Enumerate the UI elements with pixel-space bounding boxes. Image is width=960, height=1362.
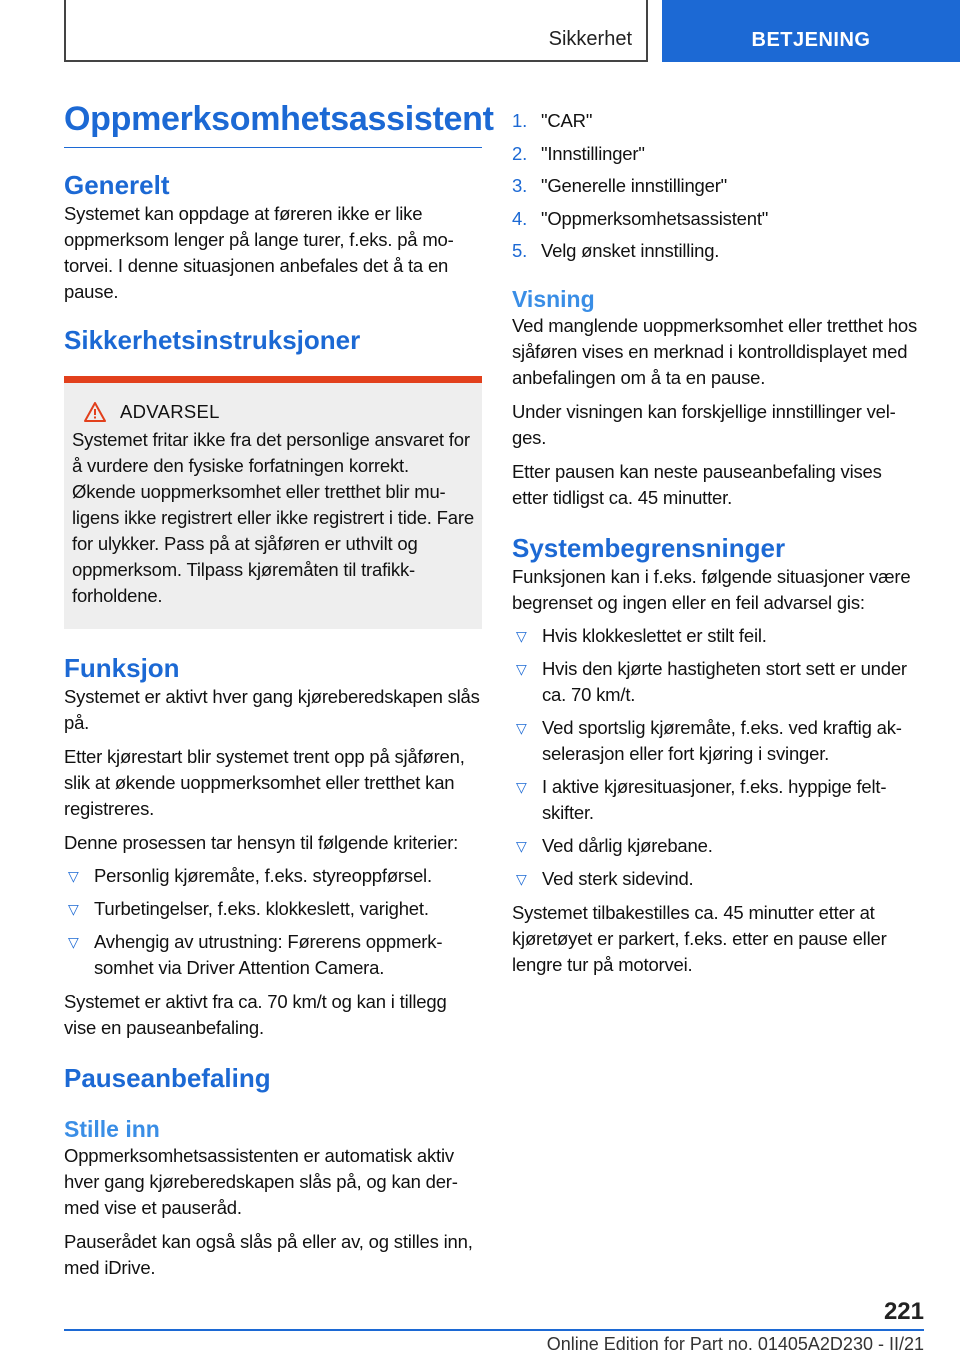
warning-box <box>64 376 482 629</box>
triangle-bullet-icon: ▽ <box>516 838 527 854</box>
heading-limits: Systembegrensninger <box>512 533 786 563</box>
visning-p3: Etter pausen kan neste pauseanbefaling vises etter tidligst ca. 45 minutter. <box>512 461 882 508</box>
criteria-list <box>64 863 482 981</box>
heading-safety: Sikkerhetsinstruksjoner <box>64 325 361 355</box>
funksjon-p4: Systemet er aktivt fra ca. 70 km/t og kan i tillegg vise en pauseanbefaling. <box>64 991 447 1038</box>
header-chapter-tab <box>662 0 960 62</box>
list-item: ▽ I aktive kjøresituasjoner, f.eks. hyppige feltskifter. <box>516 776 887 823</box>
visning-p1: Ved manglende uoppmerksomhet eller tretthet hos sjåføren vises en merknad i kontrolldisplayet med anbefalingen om å ta en pause. <box>512 315 918 388</box>
heading-pause: Pauseanbefaling <box>64 1063 271 1093</box>
generelt-text: Systemet kan oppdage at føreren ikke er like oppmerksom lenger på lange turer, f.eks. på motorvei. I denne situasjonen anbefales det å ta en pause. <box>64 203 454 302</box>
steps-list <box>512 108 922 264</box>
funksjon-p1: Systemet er aktivt hver gang kjøreberedskapen slås på. <box>64 686 480 733</box>
heading-funksjon: Funksjon <box>64 653 180 683</box>
heading-generelt: Generelt <box>64 170 170 200</box>
list-item: ▽ Turbetingelser, f.eks. klokkeslett, varighet. <box>64 896 482 922</box>
triangle-bullet-icon: ▽ <box>516 779 527 795</box>
pause-p1: Oppmerksomhetsassistenten er automatisk aktiv hver gang kjøreberedskapen slås på, og kan dermed vise et pauseråd. <box>64 1145 458 1218</box>
funksjon-p3: Denne prosessen tar hensyn til følgende kriterier: <box>64 832 459 853</box>
header-section-box <box>64 0 648 62</box>
triangle-bullet-icon: ▽ <box>516 628 527 644</box>
left-column <box>64 100 494 1281</box>
heading-stille-inn: Stille inn <box>64 1116 160 1142</box>
funksjon-p2: Etter kjørestart blir systemet trent opp på sjåføren, slik at økende uoppmerksomhet eller tretthet kan registreres. <box>64 746 465 819</box>
list-item: ▽ Ved dårlig kjørebane. <box>512 833 922 859</box>
list-item: ▽ Personlig kjøremåte, f.eks. styreoppførsel. <box>64 863 482 889</box>
warning-triangle-icon <box>84 402 106 422</box>
triangle-bullet-icon: ▽ <box>68 868 79 884</box>
list-item: 3. "Generelle innstillinger" <box>512 175 728 196</box>
triangle-bullet-icon: ▽ <box>516 871 527 887</box>
heading-visning: Visning <box>512 286 595 312</box>
triangle-bullet-icon: ▽ <box>68 934 79 950</box>
pause-p2: Pauserådet kan også slås på eller av, og stilles inn, med iDrive. <box>64 1231 473 1278</box>
triangle-bullet-icon: ▽ <box>516 720 527 736</box>
list-item: 4. "Oppmerksomhetsassistent" <box>512 207 769 229</box>
list-item: 1. "CAR" <box>512 110 593 131</box>
limits-intro: Funksjonen kan i f.eks. følgende situasjoner være begrenset og ingen eller en feil advarsel gis: <box>512 566 911 613</box>
triangle-bullet-icon: ▽ <box>68 901 79 917</box>
triangle-bullet-icon: ▽ <box>516 661 527 677</box>
page-title: Oppmerksomhetsassistent <box>64 100 482 148</box>
list-item: ▽ Avhengig av utrustning: Førerens oppmerksomhet via Driver Attention Camera. <box>68 931 443 978</box>
list-item: 5. Velg ønsket innstilling. <box>512 240 720 261</box>
limits-list <box>512 623 922 892</box>
edition-note: Online Edition for Part no. 01405A2D230 - II/21 <box>546 1334 924 1354</box>
warning-label: ADVARSEL <box>120 401 220 422</box>
list-item: ▽ Hvis klokkeslettet er stilt feil. <box>512 623 922 649</box>
right-column <box>512 108 922 978</box>
header-section-label: Sikkerhet <box>548 27 632 50</box>
warning-header <box>72 401 474 423</box>
limits-outro: Systemet tilbakestilles ca. 45 minutter etter at kjøretøyet er parkert, f.eks. etter en pause eller lengre tur på motorvei. <box>512 902 887 975</box>
list-item: ▽ Ved sportslig kjøremåte, f.eks. ved kraftig akselerasjon eller fort kjøring i svinger. <box>516 717 902 764</box>
list-item: ▽ Ved sterk sidevind. <box>512 866 922 892</box>
visning-p2: Under visningen kan forskjellige innstillinger velges. <box>512 401 896 448</box>
header-chapter-label: BETJENING <box>751 28 871 51</box>
warning-text: Systemet fritar ikke fra det personlige ansvaret for å vurdere den fysiske forfatningen korrekt. Økende uoppmerksomhet eller tretthet blir muligens ikke registrert eller ikke registrert i tide. Fare for ulykker. Pass på at sjåføren er uthvilt og oppmerksom. Tilpass kjøremåten til trafikkforholdene. <box>72 429 474 606</box>
page-number: 221 <box>883 1298 924 1325</box>
footer-divider <box>64 1329 924 1331</box>
list-item: 2. "Innstillinger" <box>512 142 645 164</box>
list-item: ▽ Hvis den kjørte hastigheten stort sett er under ca. 70 km/t. <box>516 658 907 705</box>
